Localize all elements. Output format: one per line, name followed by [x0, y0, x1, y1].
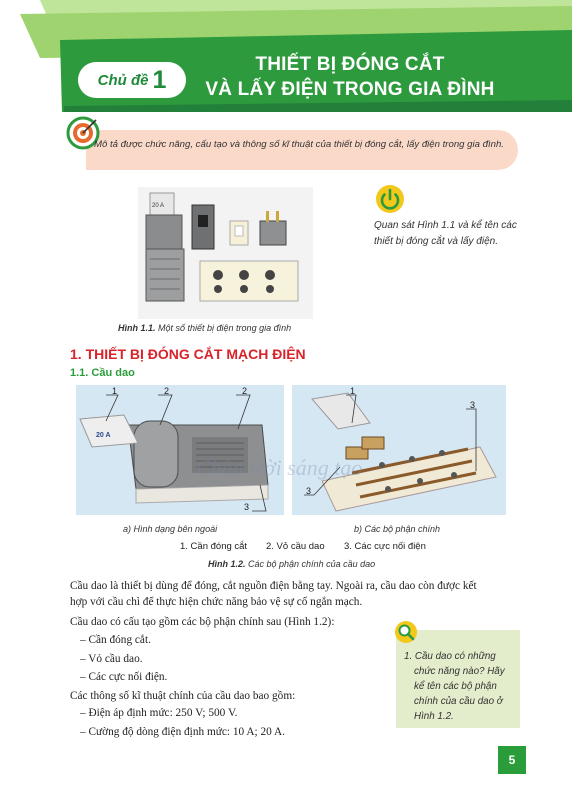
- figure-1-1-caption-text: Một số thiết bị điện trong gia đình: [155, 323, 292, 333]
- subsection-heading: 1.1. Cầu dao: [70, 367, 135, 379]
- observe-prompt-line-2: thiết bị đóng cắt và lấy điện.: [374, 236, 498, 247]
- household-devices-photo: [138, 187, 313, 319]
- question-text: [404, 649, 516, 724]
- topic-label: Chủ đề: [97, 71, 149, 89]
- question-line-4: chính của cầu dao ở: [414, 696, 503, 707]
- topic-badge: [78, 62, 186, 98]
- knife-switch-parts-figure: [292, 385, 506, 515]
- magnifier-icon: [394, 620, 418, 644]
- title-line-2: VÀ LẤY ĐIỆN TRONG GIA ĐÌNH: [205, 79, 495, 100]
- watermark: Chân trời sáng tạo: [196, 455, 363, 480]
- body-paragraph-3: Các thông số kĩ thuật chính của cầu dao bao gồm:: [70, 690, 296, 702]
- question-line-1: 1. Cầu dao có những: [404, 651, 496, 662]
- spec-item: – Cường độ dòng điện định mức: 10 A; 20 A.: [80, 726, 285, 738]
- part-item: – Vỏ cầu dao.: [80, 653, 143, 665]
- body-paragraph-1-line-1: Cầu dao là thiết bị dùng để đóng, cắt nguồn điện bằng tay. Ngoài ra, cầu dao còn được kết: [70, 580, 477, 592]
- callout-right-3b: 3: [306, 486, 312, 496]
- callout-left-2a: 2: [164, 386, 170, 396]
- body-paragraph-1-line-2: hợp với cầu chì để thực hiện chức năng bảo vệ sự cố ngắn mạch.: [70, 596, 363, 608]
- observe-prompt-line-1: Quan sát Hình 1.1 và kể tên các: [374, 220, 517, 231]
- page-title: [200, 52, 500, 102]
- figure-1-2-sub-a: a) Hình dạng bên ngoài: [123, 524, 218, 534]
- callout-left-2b: 2: [242, 386, 248, 396]
- observe-prompt: [374, 218, 544, 250]
- objective-box: [86, 130, 518, 170]
- question-line-5: Hình 1.2.: [414, 711, 454, 722]
- objective-text: Mô tả được chức năng, cấu tạo và thông số kĩ thuật của thiết bị đóng cắt, lấy điện trong gia đình.: [94, 139, 504, 150]
- page-number: 5: [498, 746, 526, 774]
- figure-1-2-caption: [208, 559, 375, 569]
- figure-1-2-caption-text: Các bộ phận chính của cầu dao: [245, 559, 376, 569]
- callout-right-1: 1: [350, 386, 356, 396]
- figure-1-1-caption: [118, 323, 291, 333]
- body-paragraph-2: Cầu dao có cấu tạo gồm các bộ phận chính sau (Hình 1.2):: [70, 616, 335, 628]
- figure-1-2-caption-label: Hình 1.2.: [208, 559, 246, 569]
- body-paragraph-1: [70, 578, 520, 610]
- figure-1-1-caption-label: Hình 1.1.: [118, 323, 156, 333]
- legend-item-1: 1. Cần đóng cắt: [180, 541, 248, 552]
- spec-item: – Điện áp định mức: 250 V; 500 V.: [80, 707, 238, 719]
- device-label-left: 20 A: [96, 432, 111, 439]
- section-heading: 1. THIẾT BỊ ĐÓNG CẮT MẠCH ĐIỆN: [70, 346, 306, 362]
- legend-item-3: 3. Các cực nối điện: [344, 541, 426, 552]
- question-line-2: chức năng nào? Hãy: [414, 666, 505, 677]
- part-item: – Cần đóng cắt.: [80, 634, 151, 646]
- callout-left-1: 1: [112, 386, 118, 396]
- topic-number: 1: [152, 65, 167, 94]
- legend-item-2: 2. Vỏ cầu dao: [266, 541, 325, 552]
- title-line-1: THIẾT BỊ ĐÓNG CẮT: [255, 54, 445, 75]
- photo-switch-label: 20 A: [152, 203, 165, 209]
- part-item: – Các cực nối điện.: [80, 671, 168, 683]
- question-line-3: kể tên các bộ phận: [414, 681, 497, 692]
- power-icon: [375, 184, 405, 214]
- knife-switch-exterior-figure: [76, 385, 284, 515]
- callout-right-3a: 3: [470, 400, 476, 410]
- callout-left-3: 3: [244, 502, 250, 512]
- figure-1-2-sub-b: b) Các bộ phận chính: [354, 524, 441, 534]
